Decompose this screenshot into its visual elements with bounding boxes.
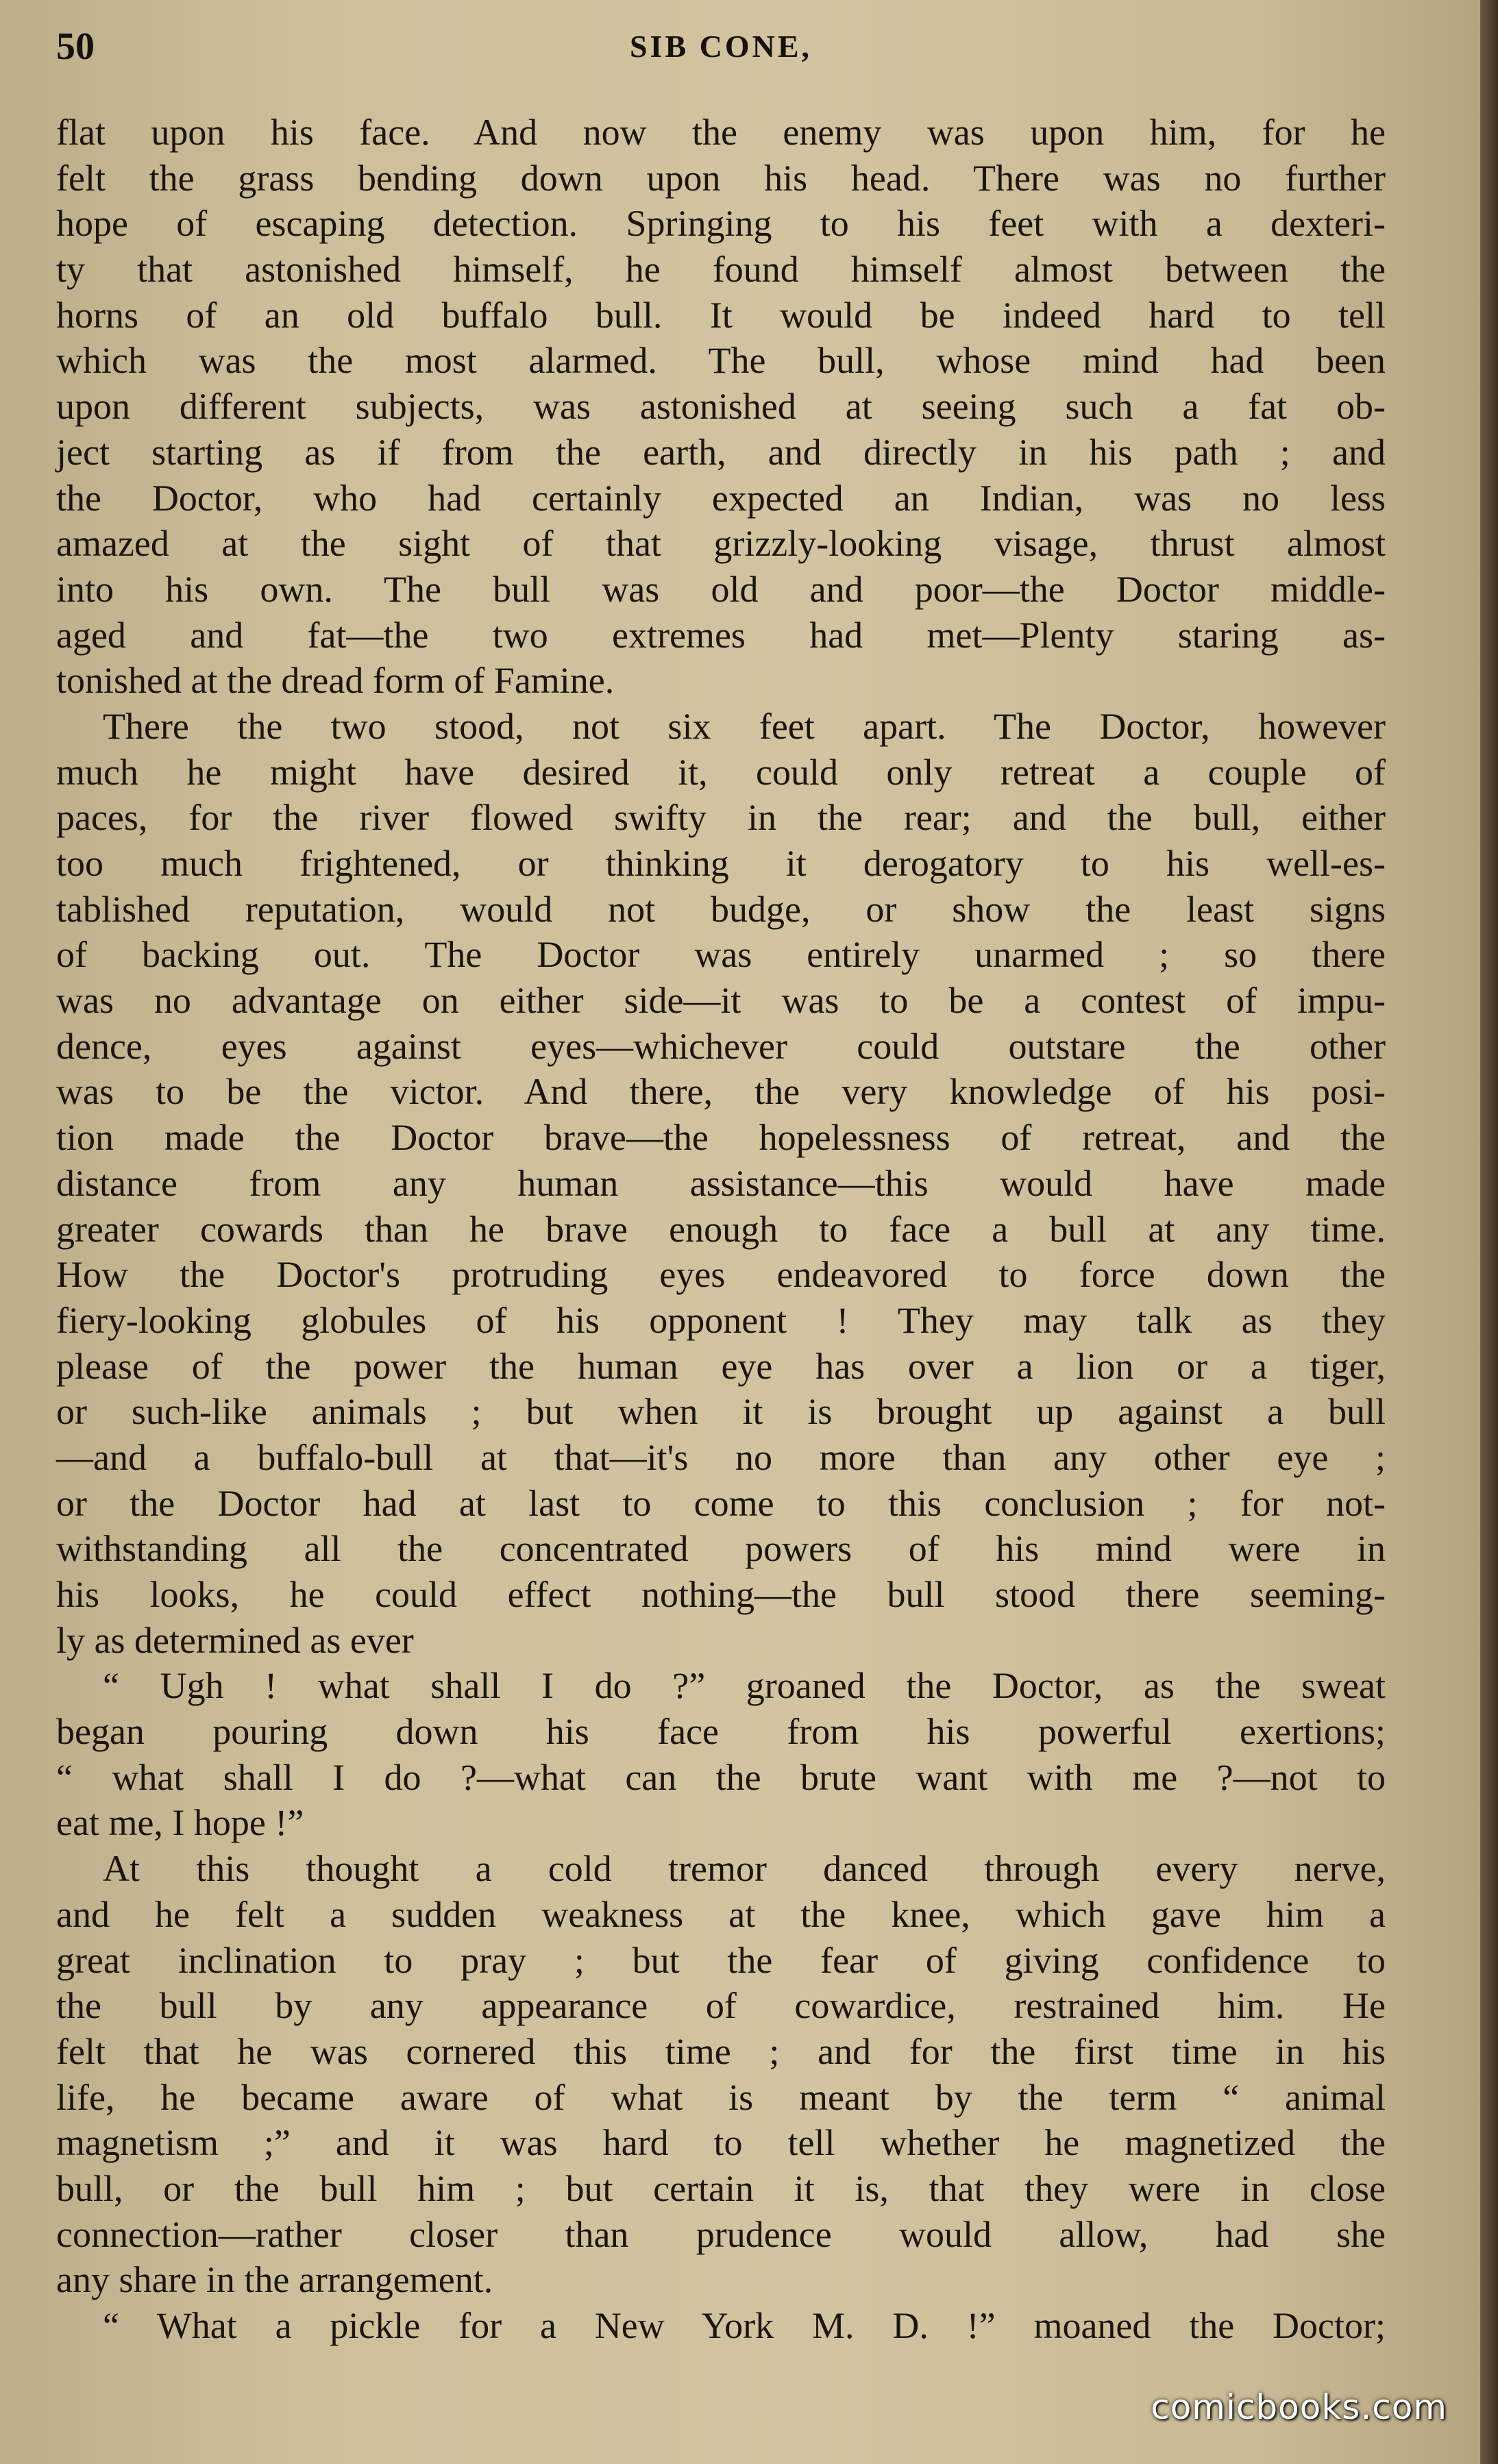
running-head: SIB CONE, — [629, 29, 813, 64]
text-line: greater cowards than he brave enough to face a bull at any time. — [56, 1208, 1386, 1250]
text-line: aged and fat—the two extremes had met—Plenty staring as- — [56, 614, 1386, 656]
text-line: ty that astonished himself, he found himself almost between the — [56, 249, 1386, 291]
text-line: “ What a pickle for a New York M. D. !” moaned the Doctor; — [103, 2305, 1386, 2346]
text-line: At this thought a cold tremor danced through every nerve, — [103, 1848, 1386, 1890]
text-line: great inclination to pray ; but the fear of giving confidence to — [56, 1939, 1386, 1981]
text-line: his looks, he could effect nothing—the bull stood there seeming- — [56, 1574, 1386, 1615]
text-line: amazed at the sight of that grizzly-looking visage, thrust almost — [56, 523, 1386, 565]
page-edge — [1480, 0, 1498, 2464]
text-line: tion made the Doctor brave—the hopelessness of retreat, and the — [56, 1117, 1386, 1159]
text-line: upon different subjects, was astonished at seeing such a fat ob- — [56, 386, 1386, 428]
text-line: hope of escaping detection. Springing to his feet with a dexteri- — [56, 203, 1386, 245]
text-line: into his own. The bull was old and poor—the Doctor middle- — [56, 568, 1386, 610]
text-line: —and a buffalo-bull at that—it's no more than any other eye ; — [56, 1436, 1386, 1478]
text-line: too much frightened, or thinking it derogatory to his well-es- — [56, 843, 1386, 884]
text-line: How the Doctor's protruding eyes endeavored to force down the — [56, 1254, 1386, 1296]
text-line: felt the grass bending down upon his head. There was no further — [56, 157, 1386, 199]
text-line: life, he became aware of what is meant by the term “ animal — [56, 2076, 1386, 2118]
text-line: felt that he was cornered this time ; and for the first time in his — [56, 2030, 1386, 2072]
page-number: 50 — [56, 25, 95, 68]
text-line: distance from any human assistance—this would have made — [56, 1162, 1386, 1204]
text-line: tablished reputation, would not budge, or show the least signs — [56, 888, 1386, 930]
text-line: any share in the arrangement. — [56, 2259, 493, 2301]
text-line: fiery-looking globules of his opponent ! They may talk as they — [56, 1299, 1386, 1341]
text-line: of backing out. The Doctor was entirely unarmed ; so there — [56, 934, 1386, 976]
text-line: paces, for the river flowed swifty in the rear; and the bull, either — [56, 797, 1386, 839]
text-line: bull, or the bull him ; but certain it is, that they were in close — [56, 2167, 1386, 2209]
text-line: There the two stood, not six feet apart. The Doctor, however — [103, 705, 1386, 747]
text-line: was no advantage on either side—it was to be a contest of impu- — [56, 980, 1386, 1022]
text-line: began pouring down his face from his powerful exertions; — [56, 1711, 1386, 1753]
text-line: connection—rather closer than prudence would allow, had she — [56, 2213, 1386, 2255]
text-line: or the Doctor had at last to come to this conclusion ; for not- — [56, 1482, 1386, 1524]
text-line: much he might have desired it, could only retreat a couple of — [56, 751, 1386, 793]
text-line: please of the power the human eye has over a lion or a tiger, — [56, 1345, 1386, 1387]
text-line: which was the most alarmed. The bull, whose mind had been — [56, 340, 1386, 382]
text-line: or such-like animals ; but when it is brought up against a bull — [56, 1391, 1386, 1433]
text-line: flat upon his face. And now the enemy was upon him, for he — [56, 112, 1386, 153]
page-header — [56, 19, 1386, 74]
text-line: ly as determined as ever — [56, 1619, 414, 1661]
text-line: tonished at the dread form of Famine. — [56, 660, 615, 702]
body-text — [56, 110, 1386, 2349]
text-line: magnetism ;” and it was hard to tell whether he magnetized the — [56, 2122, 1386, 2164]
text-line: “ what shall I do ?—what can the brute want with me ?—not to — [56, 1756, 1386, 1798]
text-line: horns of an old buffalo bull. It would be indeed hard to tell — [56, 294, 1386, 336]
text-line: and he felt a sudden weakness at the knee, which gave him a — [56, 1893, 1386, 1935]
text-line: dence, eyes against eyes—whichever could outstare the other — [56, 1025, 1386, 1067]
text-line: the bull by any appearance of cowardice, restrained him. He — [56, 1985, 1386, 2027]
text-line: was to be the victor. And there, the very knowledge of his posi- — [56, 1071, 1386, 1113]
text-line: “ Ugh ! what shall I do ?” groaned the Doctor, as the sweat — [103, 1665, 1386, 1707]
text-line: eat me, I hope !” — [56, 1802, 304, 1844]
watermark: comicbooks.com — [1151, 2387, 1447, 2427]
text-line: ject starting as if from the earth, and directly in his path ; and — [56, 431, 1386, 473]
text-line: the Doctor, who had certainly expected an Indian, was no less — [56, 477, 1386, 519]
text-line: withstanding all the concentrated powers of his mind were in — [56, 1528, 1386, 1570]
